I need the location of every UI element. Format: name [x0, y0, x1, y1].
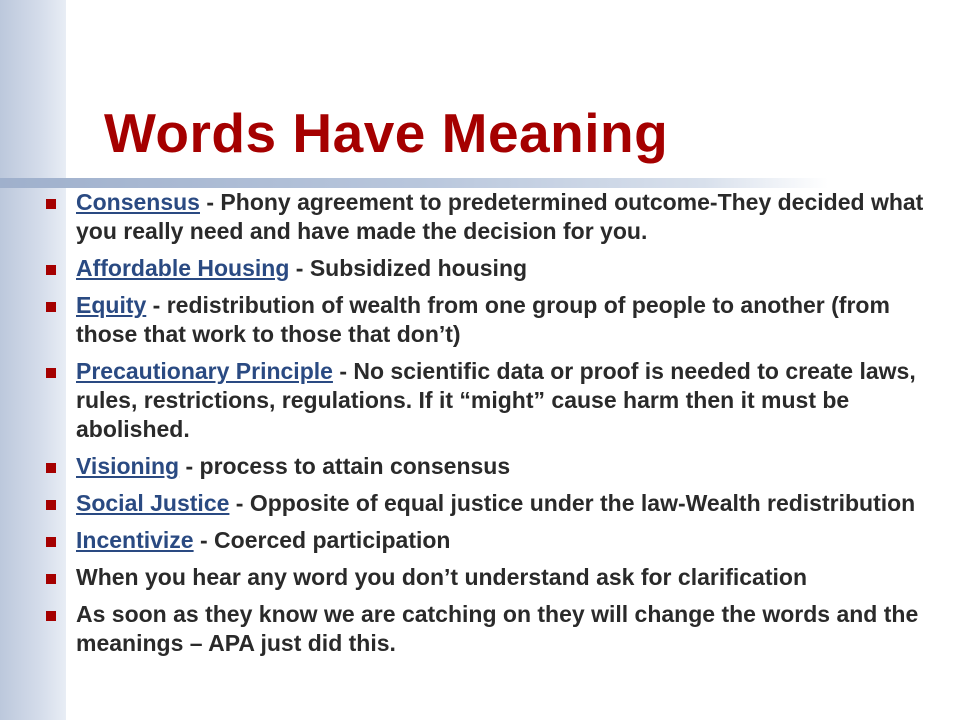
bullet-text: - Opposite of equal justice under the law-Wealth redistribution — [229, 490, 916, 516]
square-bullet-icon — [46, 265, 56, 275]
term-link[interactable]: Social Justice — [76, 490, 230, 516]
square-bullet-icon — [46, 537, 56, 547]
square-bullet-icon — [46, 611, 56, 621]
bullet-text: As soon as they know we are catching on they will change the words and the meanings – APA just did this. — [76, 601, 919, 656]
bullet-incentivize — [46, 526, 946, 555]
bullet-equity — [46, 291, 946, 349]
bullet-affordable-housing — [46, 254, 946, 283]
square-bullet-icon — [46, 302, 56, 312]
bullet-text: - redistribution of wealth from one group of people to another (from those that work to those that don’t) — [76, 292, 890, 347]
term-link[interactable]: Precautionary Principle — [76, 358, 333, 384]
term-link[interactable]: Consensus — [76, 189, 200, 215]
bullet-text: - Coerced participation — [193, 527, 451, 553]
bullet-ask-clarification — [46, 563, 946, 592]
bullet-list — [46, 188, 946, 666]
title-underline-bar — [0, 178, 828, 188]
square-bullet-icon — [46, 463, 56, 473]
bullet-text: When you hear any word you don’t understand ask for clarification — [76, 564, 807, 590]
term-link[interactable]: Visioning — [76, 453, 180, 479]
bullet-consensus — [46, 188, 946, 246]
bullet-text: - process to attain consensus — [179, 453, 511, 479]
bullet-text: - Subsidized housing — [289, 255, 528, 281]
bullet-visioning — [46, 452, 946, 481]
square-bullet-icon — [46, 500, 56, 510]
slide-title: Words Have Meaning — [104, 102, 669, 164]
square-bullet-icon — [46, 574, 56, 584]
square-bullet-icon — [46, 368, 56, 378]
term-link[interactable]: Affordable Housing — [76, 255, 290, 281]
bullet-social-justice — [46, 489, 946, 518]
term-link[interactable]: Incentivize — [76, 527, 194, 553]
bullet-text: - Phony agreement to predetermined outcome-They decided what you really need and have made the decision for you. — [76, 189, 924, 244]
term-link[interactable]: Equity — [76, 292, 147, 318]
bullet-precautionary-principle — [46, 357, 946, 444]
square-bullet-icon — [46, 199, 56, 209]
bullet-change-words — [46, 600, 946, 658]
bullet-text: - No scientific data or proof is needed to create laws, rules, restrictions, regulations. If it “might” cause harm then it must be abolished. — [76, 358, 916, 442]
